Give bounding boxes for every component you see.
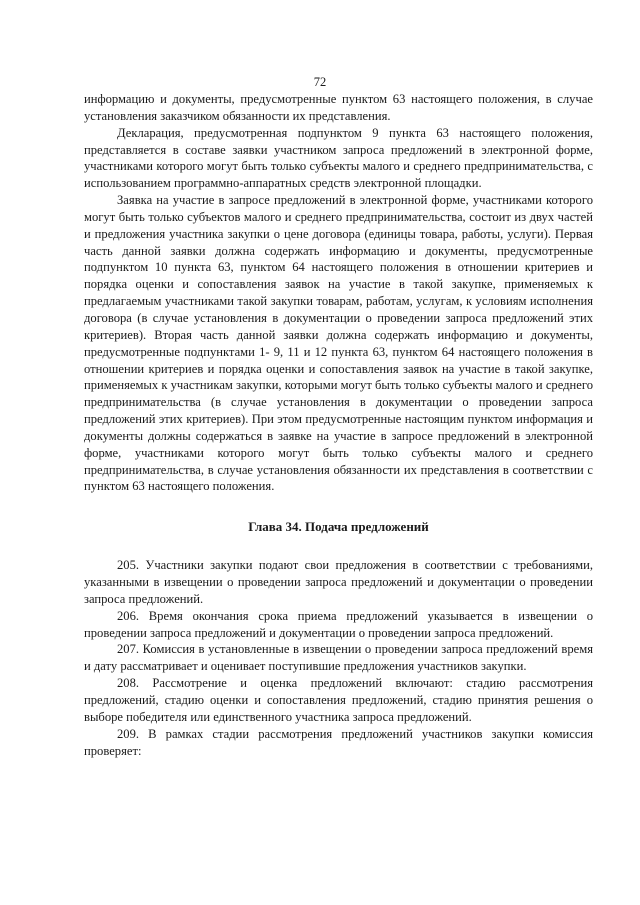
- item-207: 207. Комиссия в установленные в извещении о проведении запроса предложений время и дату рассматривает и оценивает поступившие предложения участников закупки.: [84, 642, 593, 674]
- item-206: 206. Время окончания срока приема предложений указывается в извещении о проведении запроса предложений и документации о проведении запроса предложений.: [84, 608, 593, 640]
- paragraph-application: Заявка на участие в запросе предложений в электронной форме, участниками которого могут быть только субъектов малого и среднего предпринимательства, состоит из двух частей и предложения участника закупки о цене договора (единицы товара, работы, услуги). Первая часть данной заявки должна содержать информацию и документы, предусмотренные подпунктом 10 пункта 63, пунктом 64 настоящего положения в отношении критериев и порядка оценки и сопоставления заявок на участие в такой закупке, применяемых к предлагаемым участниками такой закупки товарам, работам, услугам, к условиям исполнения договора (в случае установления в документации о проведении запроса предложений этих критериев). Вторая часть данной заявки должна содержать информацию и документы, предусмотренные подпунктами 1- 9, 11 и 12 пункта 63, пунктом 64 настоящего положения в отношении критериев и порядка оценки и сопоставления заявок на участие в такой закупке, применяемых к участникам закупки, которыми могут быть только субъекты малого и среднего предпринимательства (в случае установления в документации о проведении запроса предложений этих критериев). При этом предусмотренные настоящим пунктом информация и документы должны содержаться в заявке на участие в запросе предложений в электронной форме, участниками которого могут быть только субъекты малого и среднего предпринимательства, в случае установления обязанности их представления в соответствии с пунктом 63 настоящего положения.: [84, 193, 594, 494]
- paragraph-declaration: Декларация, предусмотренная подпунктом 9 пункта 63 настоящего положения, представляется в составе заявки участником запроса предложений в электронной форме, участниками которого могут быть только субъекты малого и среднего предпринимательства, с использованием программно-аппаратных средств электронной площадки.: [84, 125, 593, 191]
- item-208: 208. Рассмотрение и оценка предложений включают: стадию рассмотрения предложений, стадию оценки и сопоставления предложений, стадию принятия решения о выборе победителя или единственного участника запроса предложений.: [84, 676, 593, 724]
- chapter-title: Глава 34. Подача предложений: [248, 519, 429, 535]
- document-body: [84, 91, 593, 759]
- item-209: 209. В рамках стадии рассмотрения предложений участников закупки комиссия проверяет:: [84, 726, 593, 758]
- page-number: 72: [313, 75, 327, 89]
- paragraph-continuation: информацию и документы, предусмотренные пунктом 63 настоящего положения, в случае установления заказчиком обязанности их представления.: [84, 92, 593, 123]
- item-205: 205. Участники закупки подают свои предложения в соответствии с требованиями, указанными в извещении о проведении запроса предложений и документации о проведении запроса предложений.: [84, 558, 593, 606]
